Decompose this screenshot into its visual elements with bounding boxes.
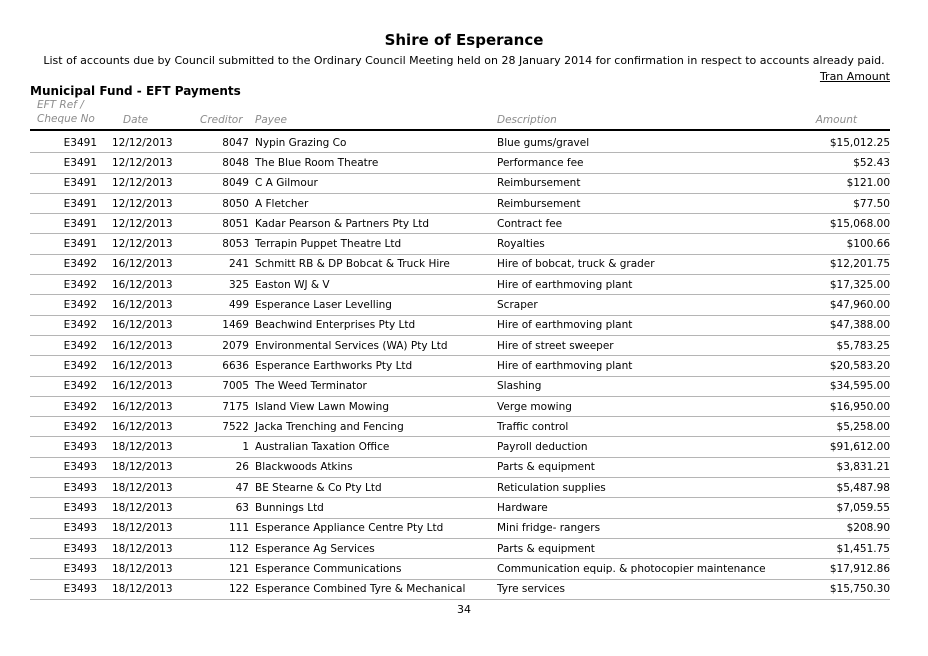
- cell-payee: Esperance Combined Tyre & Mechanical: [255, 583, 466, 596]
- table-row: [30, 153, 890, 173]
- cell-payee: Esperance Ag Services: [255, 542, 375, 555]
- cell-payee: Environmental Services (WA) Pty Ltd: [255, 339, 448, 352]
- cell-date: 12/12/2013: [112, 156, 173, 169]
- cell-amount: $7,059.55: [836, 501, 890, 514]
- cell-description: Scraper: [497, 299, 538, 312]
- cell-creditor: 63: [235, 501, 249, 514]
- table-row: [30, 559, 890, 579]
- cell-amount: $16,950.00: [829, 400, 890, 413]
- cell-payee: The Blue Room Theatre: [255, 156, 379, 169]
- cell-date: 16/12/2013: [112, 319, 173, 332]
- tran-amount-label: Tran Amount: [819, 70, 890, 83]
- cell-amount: $91,612.00: [829, 441, 890, 454]
- cell-payee: Esperance Laser Levelling: [255, 299, 392, 312]
- table-row: [30, 417, 890, 437]
- page-title: Shire of Esperance: [384, 31, 544, 49]
- cell-description: Payroll deduction: [497, 441, 588, 454]
- cell-creditor: 6636: [222, 359, 249, 372]
- cell-cheque-no: E3491: [63, 177, 97, 190]
- cell-amount: $208.90: [846, 522, 890, 535]
- table-row: [30, 498, 890, 518]
- cell-cheque-no: E3492: [63, 319, 97, 332]
- cell-payee: Beachwind Enterprises Pty Ltd: [255, 319, 416, 332]
- cell-date: 16/12/2013: [112, 359, 173, 372]
- table-row: [30, 295, 890, 315]
- cell-description: Reimbursement: [497, 197, 581, 210]
- cell-amount: $17,325.00: [829, 278, 890, 291]
- table-row: [30, 458, 890, 478]
- cell-date: 12/12/2013: [112, 238, 173, 251]
- cell-cheque-no: E3492: [63, 420, 97, 433]
- cell-amount: $5,487.98: [836, 481, 890, 494]
- cell-description: Hire of earthmoving plant: [497, 278, 633, 291]
- cell-amount: $52.43: [853, 156, 890, 169]
- table-row: [30, 478, 890, 498]
- cell-date: 16/12/2013: [112, 299, 173, 312]
- cell-description: Hardware: [497, 501, 548, 514]
- cell-creditor: 26: [235, 461, 249, 474]
- table-row: [30, 194, 890, 214]
- table-row: [30, 519, 890, 539]
- column-header-cheque-no-line1: EFT Ref /: [37, 98, 84, 111]
- cell-cheque-no: E3492: [63, 339, 97, 352]
- table-header-row: [30, 96, 890, 131]
- cell-description: Slashing: [497, 380, 542, 393]
- cell-creditor: 8047: [222, 136, 249, 149]
- cell-creditor: 2079: [222, 339, 249, 352]
- column-header-creditor: Creditor: [200, 114, 243, 126]
- cell-date: 12/12/2013: [112, 197, 173, 210]
- cell-date: 12/12/2013: [112, 136, 173, 149]
- table-row: [30, 316, 890, 336]
- cell-cheque-no: E3493: [63, 461, 97, 474]
- cell-amount: $17,912.86: [829, 562, 890, 575]
- cell-cheque-no: E3492: [63, 299, 97, 312]
- column-header-cheque-no-line2: Cheque No: [37, 112, 95, 125]
- cell-creditor: 8051: [222, 217, 249, 230]
- cell-description: Verge mowing: [497, 400, 572, 413]
- cell-payee: Esperance Earthworks Pty Ltd: [255, 359, 413, 372]
- table-row: [30, 397, 890, 417]
- cell-payee: A Fletcher: [255, 197, 309, 210]
- cell-date: 18/12/2013: [112, 481, 173, 494]
- cell-date: 18/12/2013: [112, 583, 173, 596]
- cell-description: Contract fee: [497, 217, 563, 230]
- cell-date: 16/12/2013: [112, 400, 173, 413]
- page-subtitle: List of accounts due by Council submitted to the Ordinary Council Meeting held on 28 January 2014 for confirmation in respect to accounts already paid.: [43, 54, 885, 67]
- cell-creditor: 8049: [222, 177, 249, 190]
- cell-description: Hire of earthmoving plant: [497, 359, 633, 372]
- cell-description: Reticulation supplies: [497, 481, 606, 494]
- cell-date: 18/12/2013: [112, 542, 173, 555]
- cell-cheque-no: E3493: [63, 501, 97, 514]
- cell-date: 16/12/2013: [112, 420, 173, 433]
- cell-date: 12/12/2013: [112, 177, 173, 190]
- column-header-payee: Payee: [255, 114, 287, 126]
- column-header-description: Description: [497, 114, 557, 126]
- cell-amount: $1,451.75: [836, 542, 890, 555]
- cell-creditor: 1469: [222, 319, 249, 332]
- cell-payee: Island View Lawn Mowing: [255, 400, 390, 413]
- cell-creditor: 47: [235, 481, 249, 494]
- cell-date: 18/12/2013: [112, 501, 173, 514]
- cell-creditor: 122: [228, 583, 249, 596]
- cell-description: Hire of street sweeper: [497, 339, 614, 352]
- cell-amount: $15,750.30: [829, 583, 890, 596]
- table-row: [30, 234, 890, 254]
- cell-payee: Esperance Appliance Centre Pty Ltd: [255, 522, 444, 535]
- cell-payee: Australian Taxation Office: [255, 441, 390, 454]
- column-header-date: Date: [123, 114, 149, 126]
- cell-description: Mini fridge- rangers: [497, 522, 601, 535]
- cell-description: Communication equip. & photocopier maintenance: [497, 562, 766, 575]
- cell-amount: $15,068.00: [829, 217, 890, 230]
- cell-creditor: 8048: [222, 156, 249, 169]
- cell-cheque-no: E3492: [63, 278, 97, 291]
- cell-amount: $20,583.20: [829, 359, 890, 372]
- table-row: [30, 336, 890, 356]
- cell-cheque-no: E3492: [63, 380, 97, 393]
- cell-payee: Blackwoods Atkins: [255, 461, 353, 474]
- cell-creditor: 1: [242, 441, 249, 454]
- cell-payee: Bunnings Ltd: [255, 501, 324, 514]
- table-row: [30, 437, 890, 457]
- cell-date: 12/12/2013: [112, 217, 173, 230]
- cell-description: Hire of bobcat, truck & grader: [497, 258, 655, 271]
- cell-payee: Schmitt RB & DP Bobcat & Truck Hire: [255, 258, 450, 271]
- cell-cheque-no: E3492: [63, 400, 97, 413]
- cell-description: Tyre services: [497, 583, 565, 596]
- cell-creditor: 325: [228, 278, 249, 291]
- cell-payee: The Weed Terminator: [255, 380, 367, 393]
- column-header-cheque-no: [30, 98, 97, 126]
- cell-description: Performance fee: [497, 156, 584, 169]
- cell-cheque-no: E3493: [63, 583, 97, 596]
- cell-cheque-no: E3493: [63, 542, 97, 555]
- cell-creditor: 241: [228, 258, 249, 271]
- cell-creditor: 8050: [222, 197, 249, 210]
- cell-amount: $121.00: [846, 177, 890, 190]
- cell-payee: Kadar Pearson & Partners Pty Ltd: [255, 217, 430, 230]
- cell-description: Hire of earthmoving plant: [497, 319, 633, 332]
- cell-amount: $100.66: [846, 238, 890, 251]
- cell-cheque-no: E3491: [63, 156, 97, 169]
- cell-payee: Esperance Communications: [255, 562, 402, 575]
- table-row: [30, 133, 890, 153]
- cell-date: 16/12/2013: [112, 258, 173, 271]
- cell-amount: $47,388.00: [829, 319, 890, 332]
- cell-amount: $5,258.00: [836, 420, 890, 433]
- cell-amount: $3,831.21: [836, 461, 890, 474]
- cell-amount: $12,201.75: [829, 258, 890, 271]
- cell-description: Royalties: [497, 238, 545, 251]
- table-row: [30, 356, 890, 376]
- column-header-amount: Amount: [815, 114, 857, 126]
- cell-amount: $77.50: [853, 197, 890, 210]
- cell-cheque-no: E3493: [63, 441, 97, 454]
- table-row: [30, 377, 890, 397]
- cell-date: 18/12/2013: [112, 441, 173, 454]
- cell-creditor: 112: [228, 542, 249, 555]
- cell-payee: Terrapin Puppet Theatre Ltd: [255, 238, 402, 251]
- cell-amount: $34,595.00: [829, 380, 890, 393]
- cell-amount: $15,012.25: [829, 136, 890, 149]
- table-row: [30, 275, 890, 295]
- table-row: [30, 214, 890, 234]
- cell-cheque-no: E3491: [63, 238, 97, 251]
- cell-payee: C A Gilmour: [255, 177, 318, 190]
- cell-creditor: 7175: [222, 400, 249, 413]
- cell-description: Reimbursement: [497, 177, 581, 190]
- cell-date: 16/12/2013: [112, 339, 173, 352]
- cell-creditor: 499: [228, 299, 249, 312]
- cell-payee: BE Stearne & Co Pty Ltd: [255, 481, 382, 494]
- cell-date: 16/12/2013: [112, 278, 173, 291]
- cell-cheque-no: E3492: [63, 258, 97, 271]
- table-row: [30, 255, 890, 275]
- cell-cheque-no: E3491: [63, 197, 97, 210]
- cell-cheque-no: E3493: [63, 481, 97, 494]
- page-number: 34: [457, 603, 471, 616]
- cell-amount: $47,960.00: [829, 299, 890, 312]
- cell-payee: Nypin Grazing Co: [255, 136, 347, 149]
- cell-description: Traffic control: [497, 420, 569, 433]
- cell-cheque-no: E3493: [63, 562, 97, 575]
- table-row: [30, 580, 890, 600]
- cell-cheque-no: E3491: [63, 217, 97, 230]
- cell-payee: Jacka Trenching and Fencing: [255, 420, 404, 433]
- cell-amount: $5,783.25: [836, 339, 890, 352]
- cell-date: 18/12/2013: [112, 461, 173, 474]
- cell-creditor: 121: [228, 562, 249, 575]
- cell-creditor: 111: [228, 522, 249, 535]
- cell-date: 16/12/2013: [112, 380, 173, 393]
- section-title: Municipal Fund - EFT Payments: [30, 84, 241, 98]
- cell-description: Parts & equipment: [497, 542, 595, 555]
- table-body: [30, 133, 890, 600]
- table-row: [30, 174, 890, 194]
- cell-cheque-no: E3492: [63, 359, 97, 372]
- cell-payee: Easton WJ & V: [255, 278, 330, 291]
- cell-creditor: 7522: [222, 420, 249, 433]
- cell-date: 18/12/2013: [112, 522, 173, 535]
- cell-cheque-no: E3491: [63, 136, 97, 149]
- cell-description: Blue gums/gravel: [497, 136, 590, 149]
- cell-creditor: 7005: [222, 380, 249, 393]
- cell-date: 18/12/2013: [112, 562, 173, 575]
- cell-creditor: 8053: [222, 238, 249, 251]
- cell-description: Parts & equipment: [497, 461, 595, 474]
- cell-cheque-no: E3493: [63, 522, 97, 535]
- table-row: [30, 539, 890, 559]
